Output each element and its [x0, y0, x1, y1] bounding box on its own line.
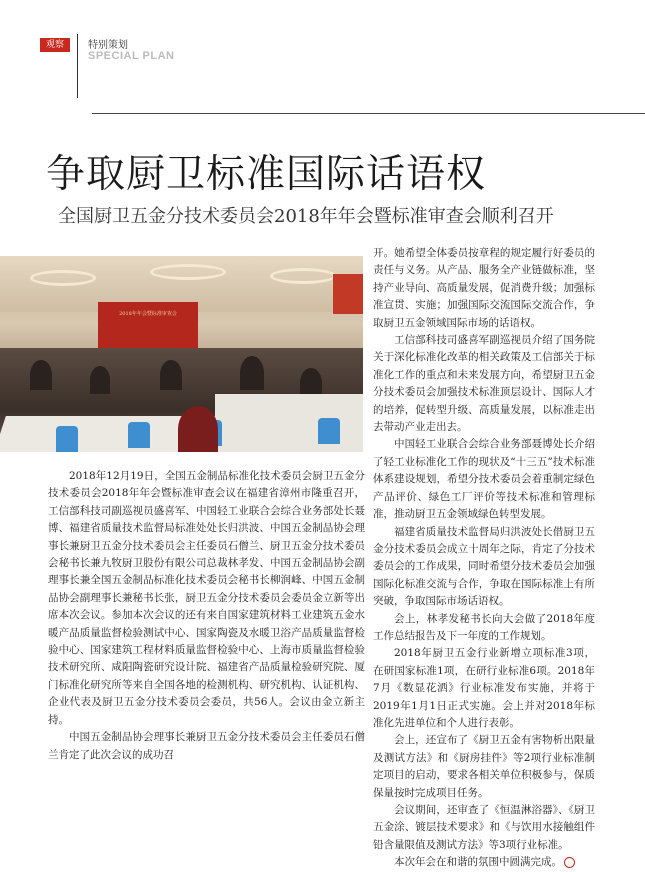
blue-chair: [128, 422, 150, 448]
header-divider: [77, 34, 78, 98]
header-rule: [92, 113, 645, 114]
section-title: 特别策划: [88, 40, 128, 51]
conference-photo: [0, 256, 363, 452]
ceiling-lamp: [150, 264, 226, 280]
article-subheadline: 全国厨卫五金分技术委员会2018年年会暨标准审查会顺利召开: [58, 206, 554, 227]
body-paragraph: 开。她希望全体委员按章程的规定履行好委员的责任与义务。从产品、服务全产业链做标准，坚持产业导向、高质量发展，促消费升级；加强标准宣贯、实施；加强国际交流国际交流合作，争取厨卫五金领域国际市场的话语权。: [373, 247, 595, 329]
closing-text: 本次年会在和谐的氛围中圆满完成。: [394, 856, 562, 869]
attendee: [90, 366, 110, 394]
body-paragraph: 福建省质量技术监督局归洪波处长借厨卫五金分技术委员会成立十周年之际，肯定了分技术委员会的工作成果，同时希望分技术委员会加强国际化标准交流与合作，争取在国际标准上有所突破，争取国际市场话语权。: [373, 525, 595, 608]
body-paragraph: 2018年厨卫五金行业新增立项标准3项，在研国家标准1项，在研行业标准6项。2018年7月《数显花洒》行业标准发布实施，并将于2019年1月1日正式实施。会上并对2018年标准化先进单位和个人进行表彰。: [373, 647, 595, 729]
article-left-column: [48, 468, 365, 764]
body-paragraph: 中国轻工业联合会综合业务部聂博处长介绍了轻工业标准化工作的现状及“十三五”技术标准体系建设规划，希望分技术委员会着重制定绿色产品评价、绿色工厂评价等技术标准和管理标准，推动厨卫五金领域绿色转型发展。: [373, 438, 595, 521]
body-paragraph: 工信部科技司盛喜军副巡视员介绍了国务院关于深化标准化改革的相关政策及工信部关于标准化工作的重点和未来发展方向，希望厨卫五金分技术委员会加强技术标准顶层设计、国际人才的培养，促转型升级、高质量发展，以标准走出去带动产业走出去。: [373, 334, 595, 434]
article-headline: 争取厨卫标准国际话语权: [46, 152, 487, 197]
red-sign: [333, 274, 363, 314]
body-paragraph: 会上，林孝发秘书长向大会做了2018年度工作总结报告及下一年度的工作规划。: [373, 612, 595, 642]
attendee: [178, 406, 218, 452]
ceiling-lamp: [30, 270, 96, 286]
attendee: [30, 360, 52, 390]
blue-chair: [318, 418, 340, 444]
conference-table: [215, 394, 363, 452]
body-paragraph: 中国五金制品协会理事长兼厨卫五金分技术委员会主任委员石僧兰肯定了此次会议的成功召: [48, 731, 365, 761]
attendee: [160, 360, 182, 390]
closing-paragraph: [373, 854, 595, 871]
article-right-column: [373, 245, 595, 872]
section-subtitle: SPECIAL PLAN: [88, 50, 175, 62]
blue-chair: [56, 426, 78, 452]
ceiling-lamp: [270, 268, 336, 284]
end-mark-icon: [564, 857, 575, 868]
body-paragraph: 会上，还宣布了《厨卫五金有害物析出限量及测试方法》和《厨房挂件》等2项行业标准制定项目的启动，要求各相关单位积极参与，保质保量按时完成项目任务。: [373, 734, 595, 799]
attendee: [240, 356, 264, 390]
section-tag: 观察: [40, 38, 70, 52]
body-paragraph: 2018年12月19日，全国五金制品标准化技术委员会厨卫五金分技术委员会2018年年会暨标准审查会议在福建省漳州市隆重召开，工信部科技司副巡视员盛喜军、中国轻工业联合会综合业务部处长聂博、福建省质量技术监督局标准处处长归洪波、中国五金制品协会理事长兼厨卫五金分技术委员会主任委员石僧兰、厨卫五金分技术委员会秘书长兼九牧厨卫股份有限公司总裁林孝发、中国五金制品协会副理事长兼全国五金制品标准化技术委员会秘书长柳润峰、中国五金制品协会副理事长兼秘书长张，厨卫五金分技术委员会委员金立新等出席本次会议。参加本次会议的还有来自国家建筑材料工业建筑五金水暖产品质量监督检验测试中心、国家陶瓷及水暖卫浴产品质量监督检验中心、国家建筑工程材料质量监督检验中心、上海市质量监督检验技术研究所、咸阳陶瓷研究设计院、福建省产品质量检验研究院、厦门标准化研究所等来自全国各地的检测机构、研究机构、认证机构、企业代表及厨卫五金分技术委员会委员，共56人。会议由金立新主持。: [48, 470, 365, 726]
stage-banner: 2018年年会暨标准审查会: [98, 302, 198, 354]
body-paragraph: 会议期间，还审查了《恒温淋浴器》、《厨卫五金涂、镀层技术要求》和《与饮用水接触组件铅含量限值及测试方法》等3项行业标准。: [373, 804, 595, 851]
